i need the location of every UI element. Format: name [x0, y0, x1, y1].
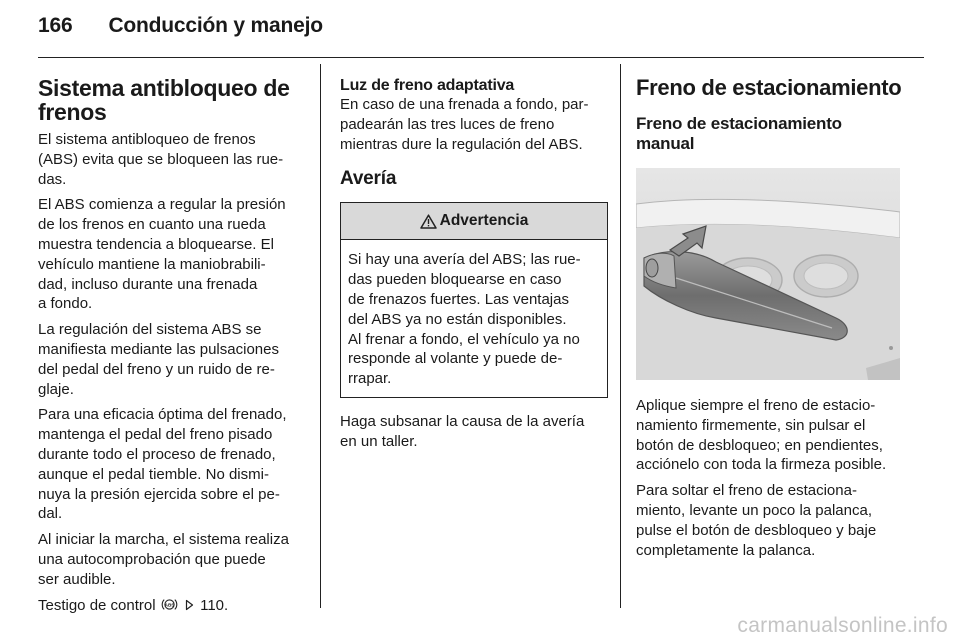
column-divider [620, 64, 621, 608]
column-parking-brake [636, 76, 906, 566]
column-brakelight [340, 76, 608, 458]
parking-brake-paragraph: Para soltar el freno de estaciona- miento, levante un poco la palanca, pulse el botón de desbloqueo y baje completamente la palanca. [636, 482, 877, 559]
warning-text: Si hay una avería del ABS; las rue- das pueden bloquearse en caso de frenazos fuertes. Las ventajas del ABS ya no están disponibles. Al frenar a fondo, el vehículo ya no responde al volante y puede de- rrapar. [348, 251, 581, 388]
manual-parking-brake-subtitle: Freno de estacionamiento manual [636, 114, 842, 153]
fault-title: Avería [340, 168, 397, 190]
header-rule [38, 57, 924, 58]
control-page-ref[interactable]: 110. [200, 596, 229, 614]
page-number: 166 [38, 14, 73, 37]
abs-indicator-icon [161, 597, 178, 618]
page-header [38, 14, 323, 48]
parking-brake-title: Freno de estacionamiento [636, 75, 902, 100]
abs-title: Sistema antibloqueo de frenos [38, 75, 290, 125]
abs-paragraph: Para una eficacia óptima del frenado, mantenga el pedal del freno pisado durante todo el proceso de frenado, aunque el pedal tiemble. No dismi- nuya la presión ejercida sobre el pe- dal. [38, 406, 287, 523]
warning-label: Advertencia [439, 212, 529, 230]
warning-triangle-icon [420, 214, 437, 229]
watermark: carmanualsonline.info [737, 614, 948, 637]
warning-body [341, 240, 607, 397]
column-divider [320, 64, 321, 608]
parking-brake-paragraph: Aplique siempre el freno de estacio- namiento firmemente, sin pulsar el botón de desbloqueo; en pendientes, acciónelo con toda la firmeza posible. [636, 397, 887, 474]
abs-paragraph: El sistema antibloqueo de frenos (ABS) evita que se bloqueen las rue- das. [38, 131, 284, 188]
svg-text:ABS: ABS [164, 601, 175, 607]
control-light-text: Testigo de control [38, 596, 156, 614]
parking-brake-illustration [636, 168, 900, 380]
fault-advice-text: Haga subsanar la causa de la avería en un taller. [340, 412, 585, 450]
abs-paragraph: La regulación del sistema ABS se manifiesta mediante las pulsaciones del pedal del freno y un ruido de re- glaje. [38, 321, 279, 398]
control-light-reference [38, 596, 308, 618]
adaptive-brake-light-text: En caso de una frenada a fondo, par- padearán las tres luces de freno mientras dure la regulación del ABS. [340, 96, 589, 153]
page-reference-arrow-icon [185, 597, 194, 617]
warning-header [341, 203, 607, 240]
adaptive-brake-light-title: Luz de freno adaptativa [340, 77, 515, 94]
abs-paragraph: Al iniciar la marcha, el sistema realiza una autocomprobación que puede ser audible. [38, 531, 289, 588]
warning-box [340, 202, 608, 398]
abs-paragraph: El ABS comienza a regular la presión de los frenos en cuanto una rueda muestra tendencia a bloquearse. El vehículo mantiene la maniobrabili- dad, incluso durante una frenada a fondo. [38, 196, 286, 313]
column-abs [38, 76, 308, 623]
section-title: Conducción y manejo [108, 14, 323, 37]
